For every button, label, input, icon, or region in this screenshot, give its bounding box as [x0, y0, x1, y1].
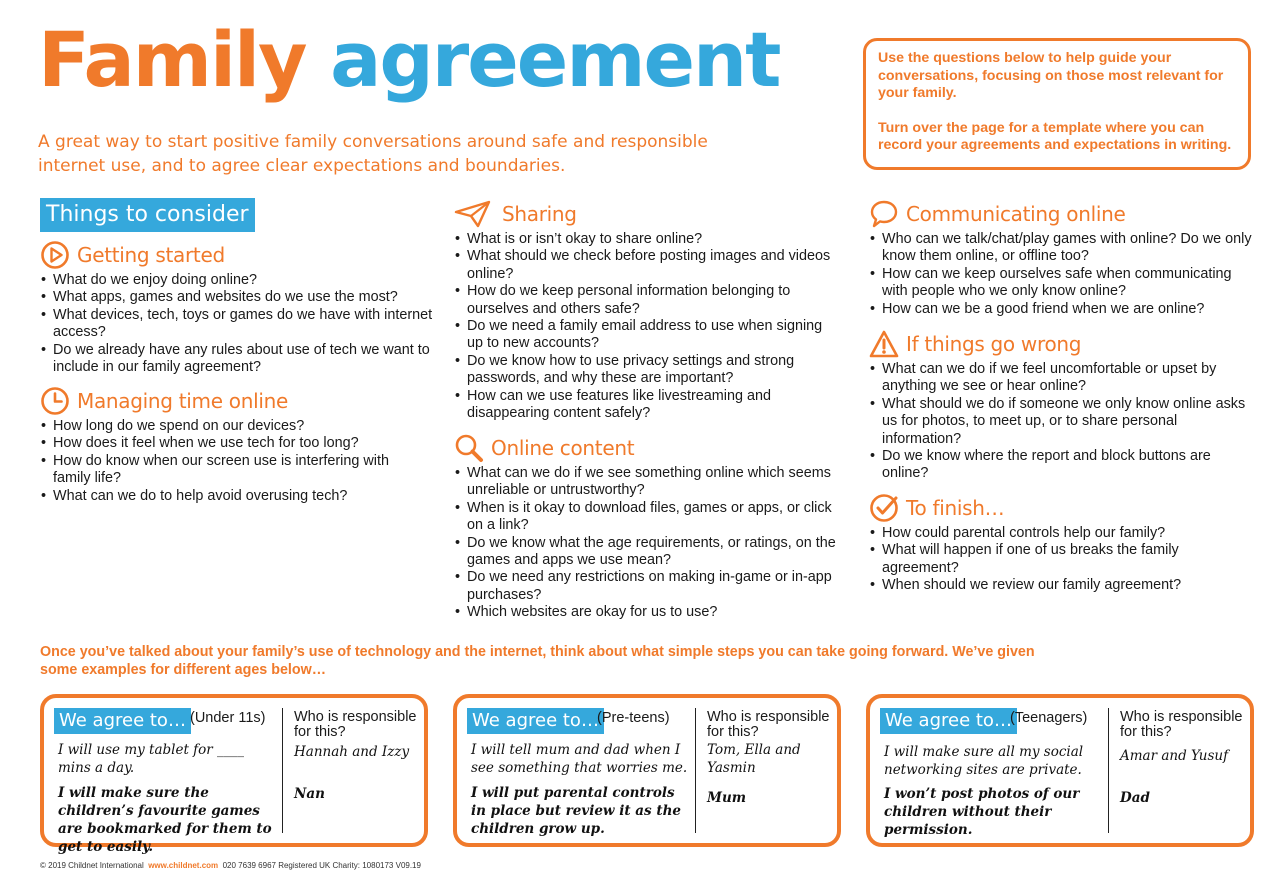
agreement-text-1: I will use my tablet for ____ mins a day. [58, 742, 245, 776]
things-to-consider-label: Things to consider [40, 198, 255, 232]
agreement-box-under-11s [40, 694, 428, 855]
page-title [38, 15, 780, 104]
who-responsible-label: Who is responsible for this? [294, 709, 417, 740]
list-item: • What apps, games and websites do we use the most? [40, 289, 435, 306]
list-item: • What will happen if one of us breaks the family agreement? [869, 542, 1254, 577]
section-sharing [454, 199, 839, 422]
agreement-text-2: I will put parental controls in place but review it as the children grow up. [471, 785, 681, 837]
list-item: • What should we check before posting images and videos online? [454, 248, 839, 283]
we-agree-label: We agree to… [880, 708, 1017, 734]
list-item: • What devices, tech, toys or games do we have with internet access? [40, 307, 435, 342]
responsible-name-1: Amar and Yusuf [1120, 748, 1229, 764]
clock-icon [40, 386, 70, 416]
list-item: • How does it feel when we use tech for too long? [40, 435, 410, 452]
we-agree-label: We agree to… [54, 708, 191, 734]
who-responsible-label: Who is responsible for this? [1120, 709, 1243, 740]
list-item: • Do we need a family email address to use when signing up to new accounts? [454, 318, 839, 353]
section-communicating-online [869, 199, 1254, 318]
list-item: • What can we do if we feel uncomfortable or upset by anything we see or hear online? [869, 361, 1254, 396]
column-divider [282, 708, 283, 833]
next-steps-text: Once you’ve talked about your family’s use of technology and the internet, think about what simple steps you can take going forward. We’ve given some examples for different ages below… [40, 644, 1035, 678]
section-if-things-go-wrong [869, 329, 1254, 483]
list-item: • What can we do if we see something online which seems unreliable or untrustworthy? [454, 465, 839, 500]
list-item: • When is it okay to download files, games or apps, or click on a link? [454, 500, 839, 535]
responsible-name-2: Nan [294, 786, 325, 802]
footer-url-link[interactable]: www.childnet.com [148, 861, 219, 870]
list-item: • Which websites are okay for us to use? [454, 604, 839, 621]
guide-box [863, 38, 1251, 170]
speech-bubble-icon [869, 199, 899, 229]
footer-copyright: © 2019 Childnet International [40, 861, 144, 870]
play-circle-icon [40, 240, 70, 270]
list-item: • Do we know how to use privacy settings and strong passwords, and why these are important? [454, 353, 839, 388]
agreement-text-2: I won’t post photos of our children without their permission. [884, 786, 1080, 838]
section-title: Communicating online [906, 202, 1126, 226]
section-managing-time [40, 386, 410, 505]
agreement-text-1: I will make sure all my social networking sites are private. [884, 744, 1084, 778]
footer-details: 020 7639 6967 Registered UK Charity: 1080173 V09.19 [222, 861, 421, 870]
magnifier-icon [454, 433, 484, 463]
section-title: To finish… [906, 496, 1005, 520]
section-getting-started [40, 240, 435, 376]
column-divider [695, 708, 696, 833]
agreement-box-teenagers [866, 694, 1254, 847]
agreement-box-pre-teens [453, 694, 841, 847]
list-item: • Who can we talk/chat/play games with online? Do we only know them online, or offline too? [869, 231, 1254, 266]
section-online-content [454, 433, 839, 622]
section-to-finish [869, 493, 1254, 595]
list-item: • What do we enjoy doing online? [40, 272, 435, 289]
list-item: • How long do we spend on our devices? [40, 418, 410, 435]
who-responsible-label: Who is responsible for this? [707, 709, 830, 740]
responsible-name-1: Tom, Ella and Yasmin [707, 742, 801, 776]
list-item: • What can we do to help avoid overusing tech? [40, 488, 410, 505]
responsible-name-2: Dad [1120, 790, 1150, 806]
guide-paragraph-1: Use the questions below to help guide your conversations, focusing on those most relevant for your family. [878, 50, 1224, 101]
age-group-label: (Under 11s) [190, 710, 266, 726]
responsible-name-1: Hannah and Izzy [294, 744, 410, 760]
title-agreement: agreement [330, 15, 780, 104]
column-divider [1108, 708, 1109, 833]
subtitle: A great way to start positive family conversations around safe and responsible internet use, and to agree clear expectations and boundaries. [38, 132, 708, 176]
list-item: • How do know when our screen use is interfering with family life? [40, 453, 410, 488]
responsible-name-2: Mum [707, 790, 747, 806]
paper-plane-icon [454, 199, 492, 229]
we-agree-label: We agree to… [467, 708, 604, 734]
footer [40, 861, 421, 870]
age-group-label: (Pre-teens) [597, 710, 670, 726]
list-item: • How do we keep personal information belonging to ourselves and others safe? [454, 283, 839, 318]
age-group-label: (Teenagers) [1010, 710, 1088, 726]
list-item: • How can we use features like livestreaming and disappearing content safely? [454, 388, 839, 423]
section-title: If things go wrong [906, 332, 1082, 356]
list-item: • Do we need any restrictions on making in-game or in-app purchases? [454, 569, 839, 604]
list-item: • How can we keep ourselves safe when communicating with people who we only know online? [869, 266, 1254, 301]
title-family: Family [38, 15, 306, 104]
checkmark-circle-icon [869, 493, 899, 523]
section-title: Managing time online [77, 389, 288, 413]
agreement-text-2: I will make sure the children’s favourite games are bookmarked for them to get to easily. [58, 785, 272, 855]
list-item: • How can we be a good friend when we are online? [869, 301, 1254, 318]
list-item: • What is or isn’t okay to share online? [454, 231, 839, 248]
agreement-text-1: I will tell mum and dad when I see something that worries me. [471, 742, 688, 776]
list-item: • What should we do if someone we only know online asks us for photos, to meet up, or to share personal information? [869, 396, 1254, 448]
warning-icon [869, 329, 899, 359]
list-item: • Do we know what the age requirements, or ratings, on the games and apps we use mean? [454, 535, 839, 570]
list-item: • When should we review our family agreement? [869, 577, 1254, 594]
section-title: Getting started [77, 243, 225, 267]
list-item: • How could parental controls help our family? [869, 525, 1254, 542]
list-item: • Do we already have any rules about use of tech we want to include in our family agreement? [40, 342, 435, 377]
section-title: Online content [491, 436, 635, 460]
section-title: Sharing [502, 202, 577, 226]
list-item: • Do we know where the report and block buttons are online? [869, 448, 1254, 483]
guide-paragraph-2: Turn over the page for a template where you can record your agreements and expectations in writing. [878, 119, 1232, 153]
